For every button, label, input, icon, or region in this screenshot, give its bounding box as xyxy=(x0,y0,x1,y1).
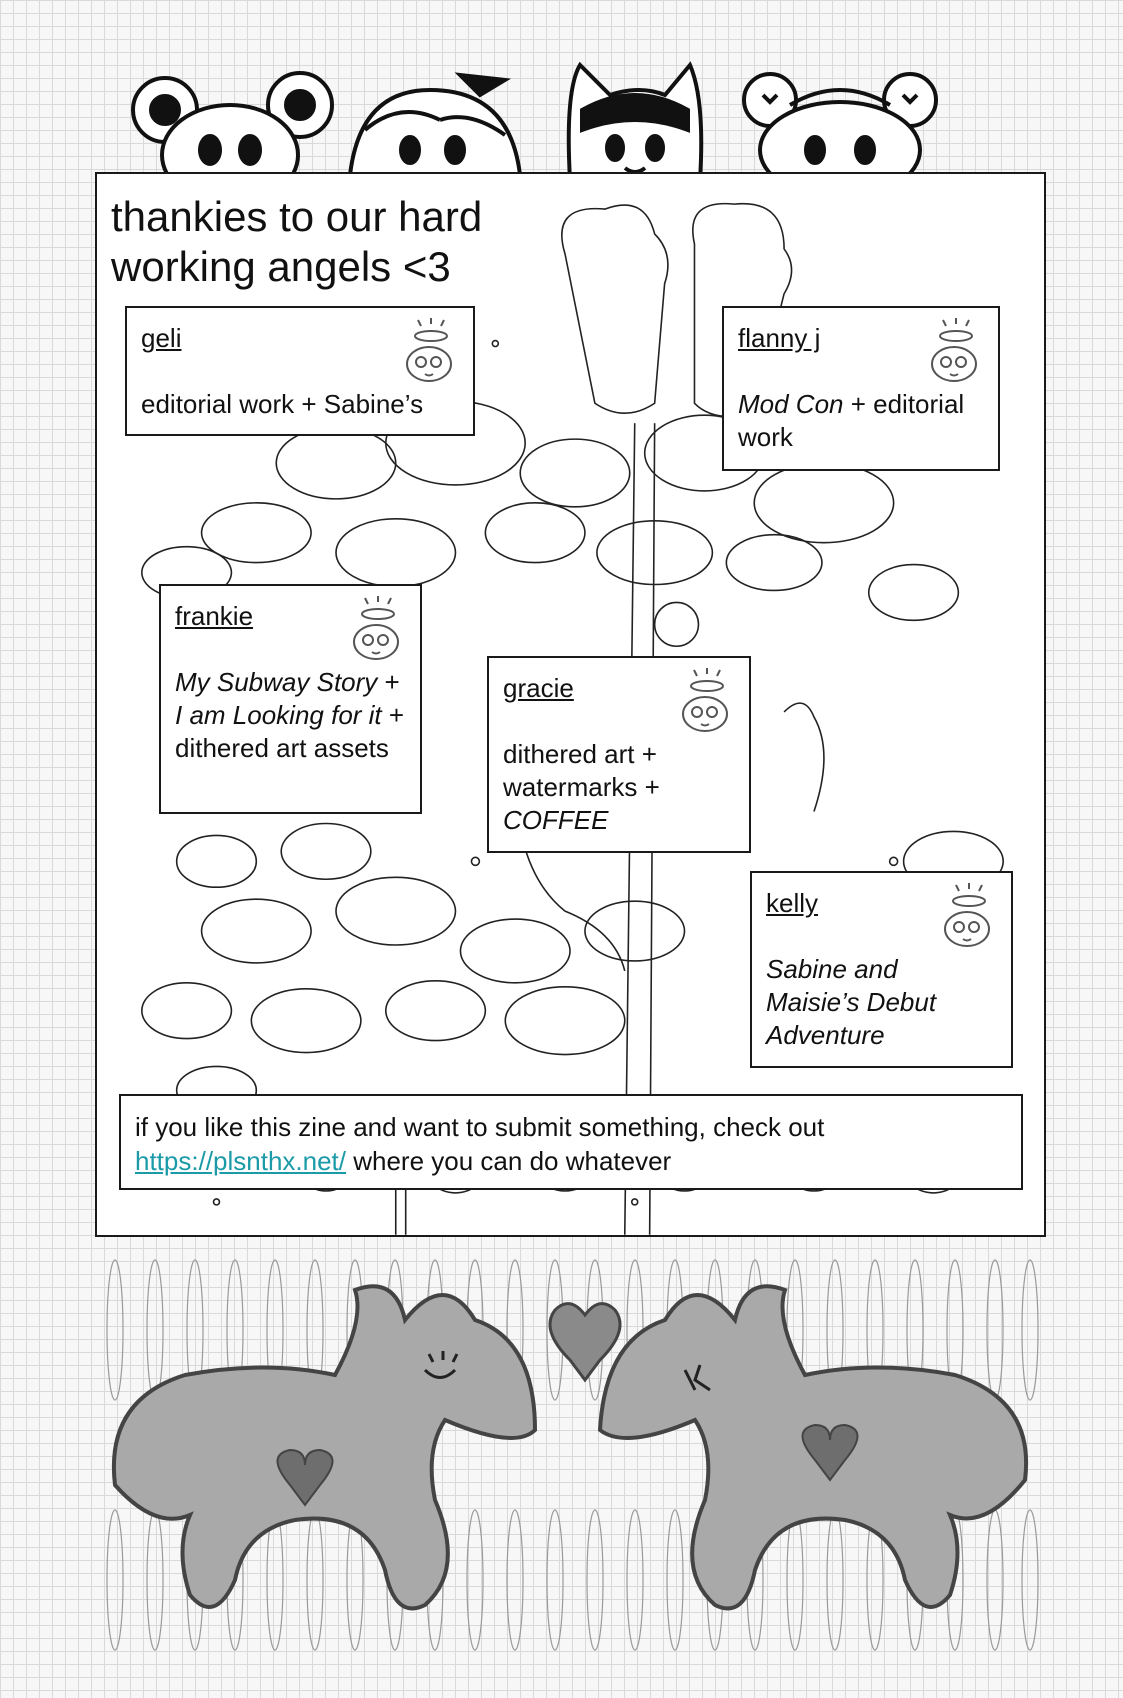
credit-desc-segment: dithered art + watermarks + xyxy=(503,739,660,802)
credit-desc-segment: Mod Con xyxy=(738,389,844,419)
submission-link[interactable]: https://plsnthx.net/ xyxy=(135,1146,347,1176)
angel-halo-face-icon xyxy=(348,596,408,664)
note-text: if you like this zine and want to submit something, check out xyxy=(135,1112,825,1142)
submission-note xyxy=(119,1094,1023,1190)
credit-desc-segment: Sabine and Maisie’s Debut Adventure xyxy=(766,954,937,1050)
credit-desc-segment: editorial work + Sabine’s xyxy=(141,389,424,419)
credit-desc xyxy=(503,738,735,837)
credit-card-geli xyxy=(125,306,475,436)
kissing-creatures-illustration xyxy=(95,1250,1046,1670)
credit-desc xyxy=(141,388,459,421)
credit-name: kelly xyxy=(766,888,819,918)
credit-desc-segment: + dithered art assets xyxy=(175,700,405,763)
credits-panel xyxy=(95,172,1046,1237)
credit-desc xyxy=(766,953,997,1052)
angel-halo-face-icon xyxy=(939,883,999,951)
credit-card-kelly xyxy=(750,871,1013,1068)
credit-desc-segment: + xyxy=(377,667,400,697)
note-text-after: where you can do whatever xyxy=(346,1146,672,1176)
credit-desc-segment: My Subway Story xyxy=(175,667,378,697)
credit-desc-segment: I am Looking for it xyxy=(175,700,382,730)
credit-card-frankie xyxy=(159,584,422,814)
credit-desc xyxy=(738,388,984,454)
critter-3 xyxy=(569,65,702,180)
angel-halo-face-icon xyxy=(401,318,461,386)
credit-desc xyxy=(175,666,406,765)
credit-name: geli xyxy=(141,323,182,353)
peeking-critters-illustration xyxy=(110,50,1030,190)
credit-name: gracie xyxy=(503,673,574,703)
critter-2 xyxy=(350,75,520,175)
angel-halo-face-icon xyxy=(926,318,986,386)
heart-icon xyxy=(550,1304,620,1380)
credit-desc-segment: COFFEE xyxy=(503,805,609,835)
credit-name: flanny j xyxy=(738,323,821,353)
page-title: thankies to our hard working angels <3 xyxy=(111,193,483,290)
angel-halo-face-icon xyxy=(677,668,737,736)
credit-card-gracie xyxy=(487,656,751,853)
creature-left xyxy=(114,1286,535,1608)
credit-name: frankie xyxy=(175,601,254,631)
credit-desc-segment: + editorial work xyxy=(738,389,965,452)
credit-card-flanny-j xyxy=(722,306,1000,471)
